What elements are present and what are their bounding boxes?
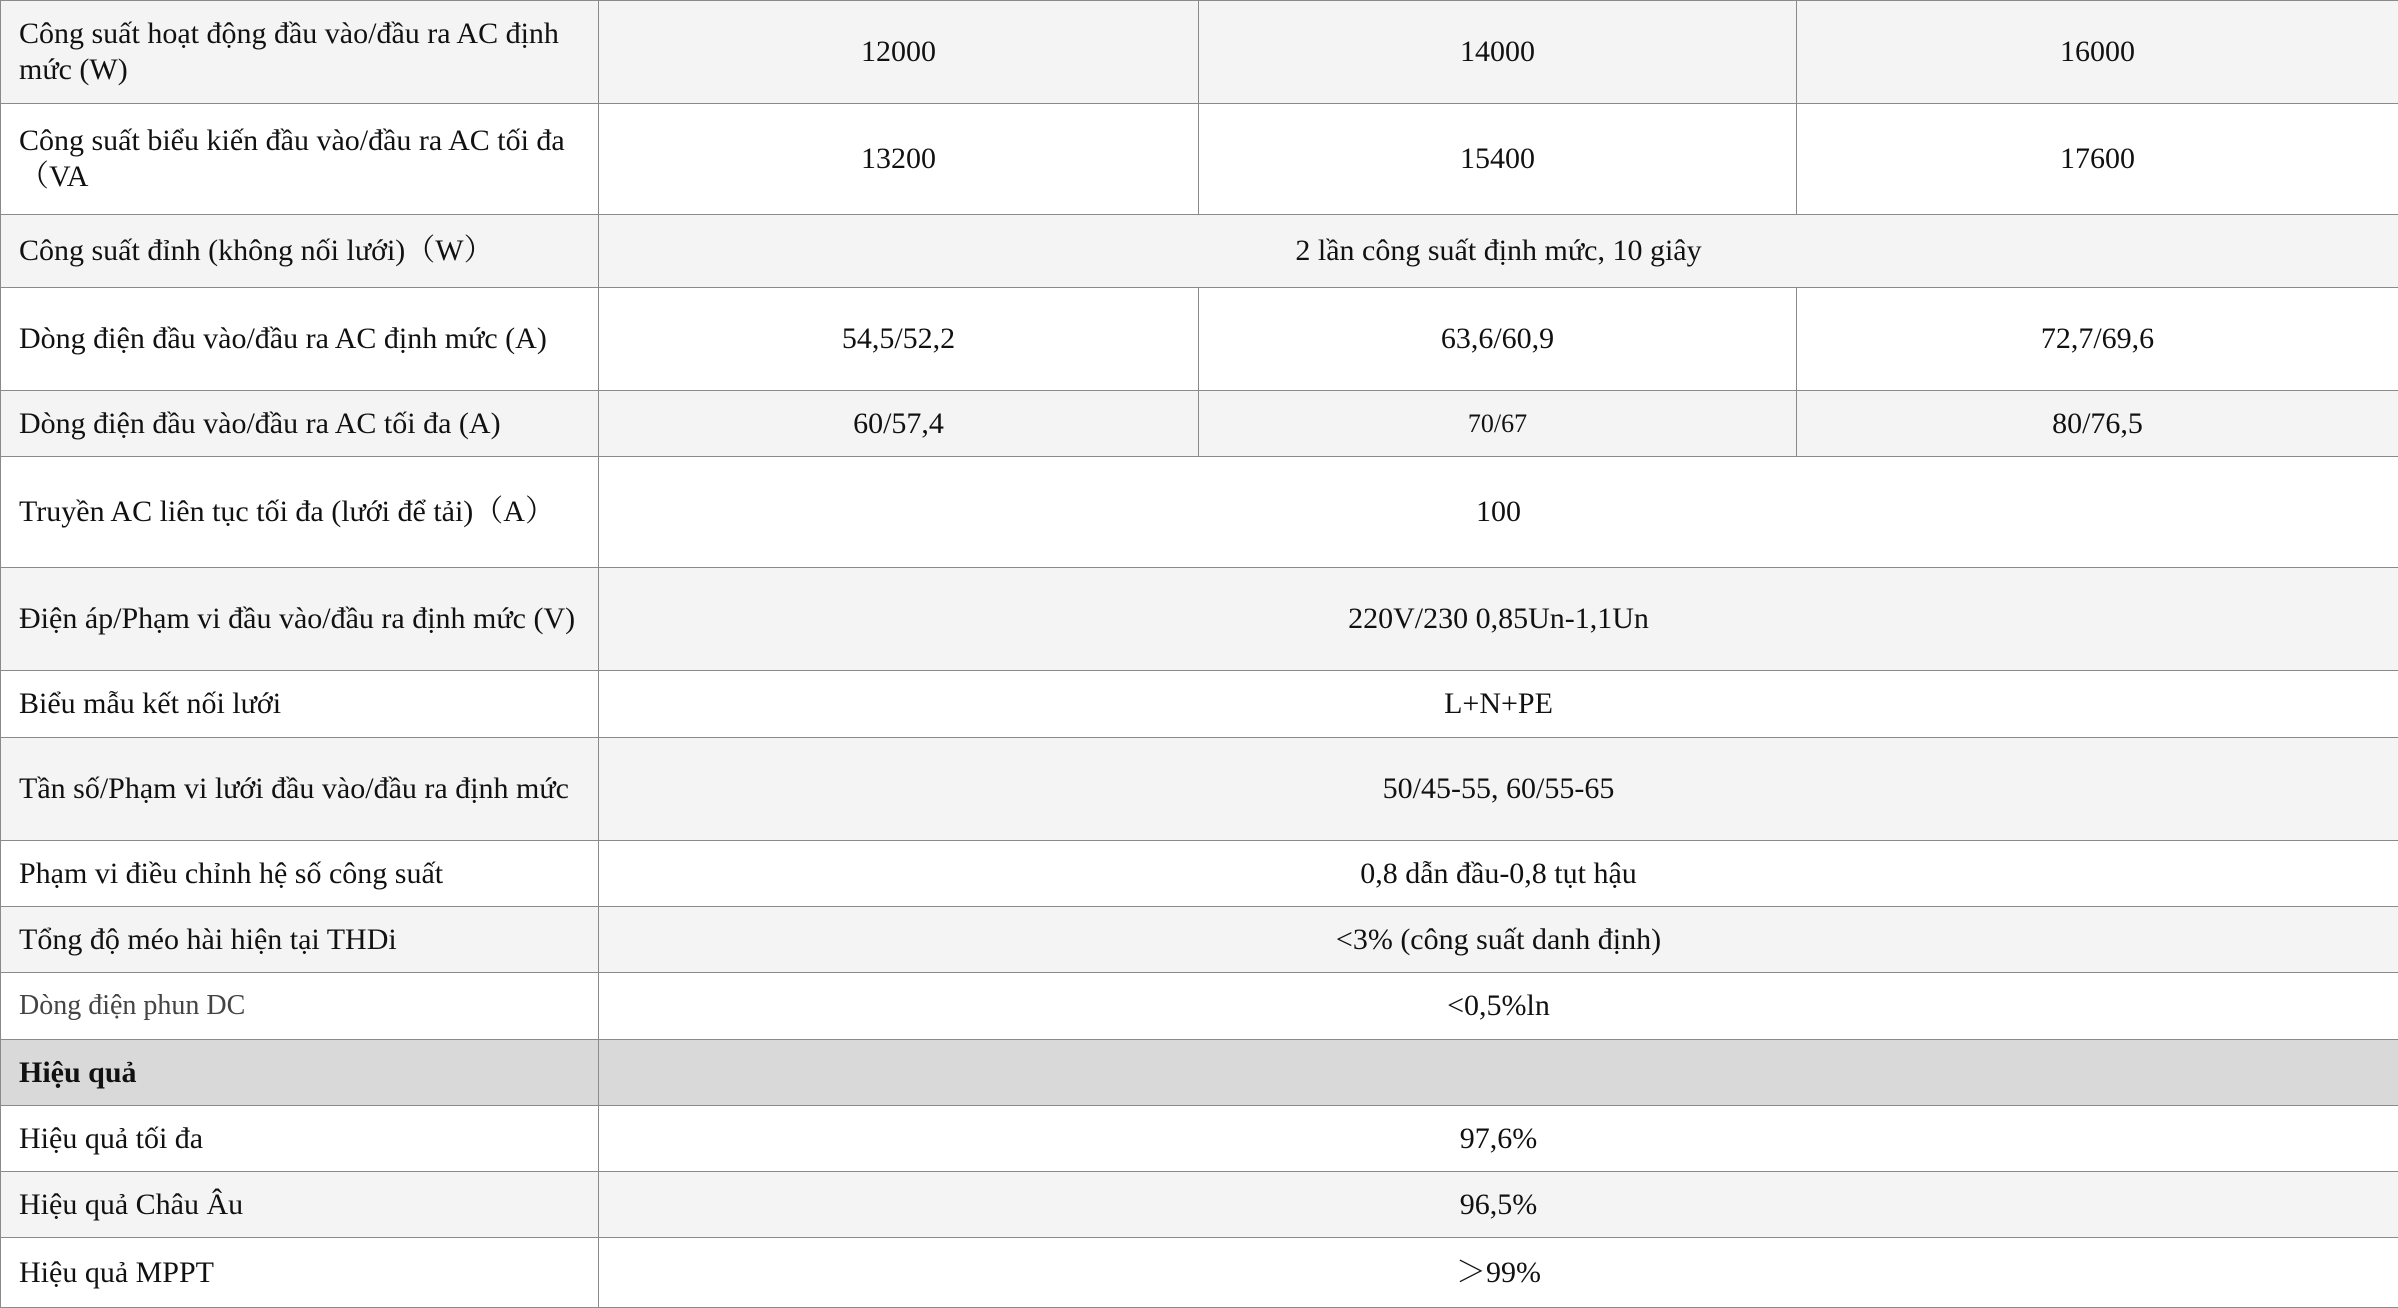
- table-row: [1, 671, 2398, 738]
- cell-value: 14000: [1199, 1, 1797, 104]
- row-label: Hiệu quả tối đa: [1, 1106, 599, 1172]
- table-row: [1, 973, 2398, 1040]
- cell-value: 15400: [1199, 104, 1797, 215]
- row-label: Dòng điện phun DC: [1, 973, 599, 1040]
- table-row: [1, 841, 2398, 907]
- section-filler: [599, 1040, 2398, 1106]
- cell-value: 70/67: [1199, 391, 1797, 457]
- cell-value: 0,8 dẫn đầu-0,8 tụt hậu: [599, 841, 2398, 907]
- cell-value: <3% (công suất danh định): [599, 907, 2398, 973]
- table-row: [1, 1238, 2398, 1308]
- row-label: Công suất hoạt động đầu vào/đầu ra AC định mức (W): [1, 1, 599, 104]
- row-label: Tần số/Phạm vi lưới đầu vào/đầu ra định mức: [1, 738, 599, 841]
- row-label: Dòng điện đầu vào/đầu ra AC định mức (A): [1, 288, 599, 391]
- cell-value: <0,5%ln: [599, 973, 2398, 1040]
- cell-value: 17600: [1797, 104, 2398, 215]
- cell-value: L+N+PE: [599, 671, 2398, 738]
- table-row: [1, 1172, 2398, 1238]
- row-label: Biểu mẫu kết nối lưới: [1, 671, 599, 738]
- row-label: Truyền AC liên tục tối đa (lưới để tải)（A）: [1, 457, 599, 568]
- cell-value: 97,6%: [599, 1106, 2398, 1172]
- table-row: [1, 1106, 2398, 1172]
- table-row: [1, 104, 2398, 215]
- cell-value: 80/76,5: [1797, 391, 2398, 457]
- table-row: [1, 215, 2398, 288]
- row-label: Hiệu quả Châu Âu: [1, 1172, 599, 1238]
- table-row: [1, 288, 2398, 391]
- cell-value: 12000: [599, 1, 1199, 104]
- cell-value: 63,6/60,9: [1199, 288, 1797, 391]
- section-title: Hiệu quả: [1, 1040, 599, 1106]
- cell-value: 2 lần công suất định mức, 10 giây: [599, 215, 2398, 288]
- table-row: [1, 738, 2398, 841]
- cell-value: 54,5/52,2: [599, 288, 1199, 391]
- cell-value: 220V/230 0,85Un-1,1Un: [599, 568, 2398, 671]
- cell-value: 13200: [599, 104, 1199, 215]
- table-row: [1, 391, 2398, 457]
- cell-value: 96,5%: [599, 1172, 2398, 1238]
- cell-value: 16000: [1797, 1, 2398, 104]
- cell-value: 60/57,4: [599, 391, 1199, 457]
- row-label: Điện áp/Phạm vi đầu vào/đầu ra định mức (V): [1, 568, 599, 671]
- row-label: Hiệu quả MPPT: [1, 1238, 599, 1308]
- cell-value: 50/45-55, 60/55-65: [599, 738, 2398, 841]
- row-label: Tổng độ méo hài hiện tại THDi: [1, 907, 599, 973]
- row-label: Công suất biểu kiến đầu vào/đầu ra AC tối đa （VA: [1, 104, 599, 215]
- table-row: [1, 1, 2398, 104]
- row-label: Phạm vi điều chỉnh hệ số công suất: [1, 841, 599, 907]
- cell-value: ＞99%: [599, 1238, 2398, 1308]
- cell-value: 72,7/69,6: [1797, 288, 2398, 391]
- table-row: [1, 907, 2398, 973]
- table-row: [1, 568, 2398, 671]
- row-label: Dòng điện đầu vào/đầu ra AC tối đa (A): [1, 391, 599, 457]
- row-label: Công suất đỉnh (không nối lưới)（W）: [1, 215, 599, 288]
- cell-value: 100: [599, 457, 2398, 568]
- table-row: [1, 457, 2398, 568]
- section-header-row: [1, 1040, 2398, 1106]
